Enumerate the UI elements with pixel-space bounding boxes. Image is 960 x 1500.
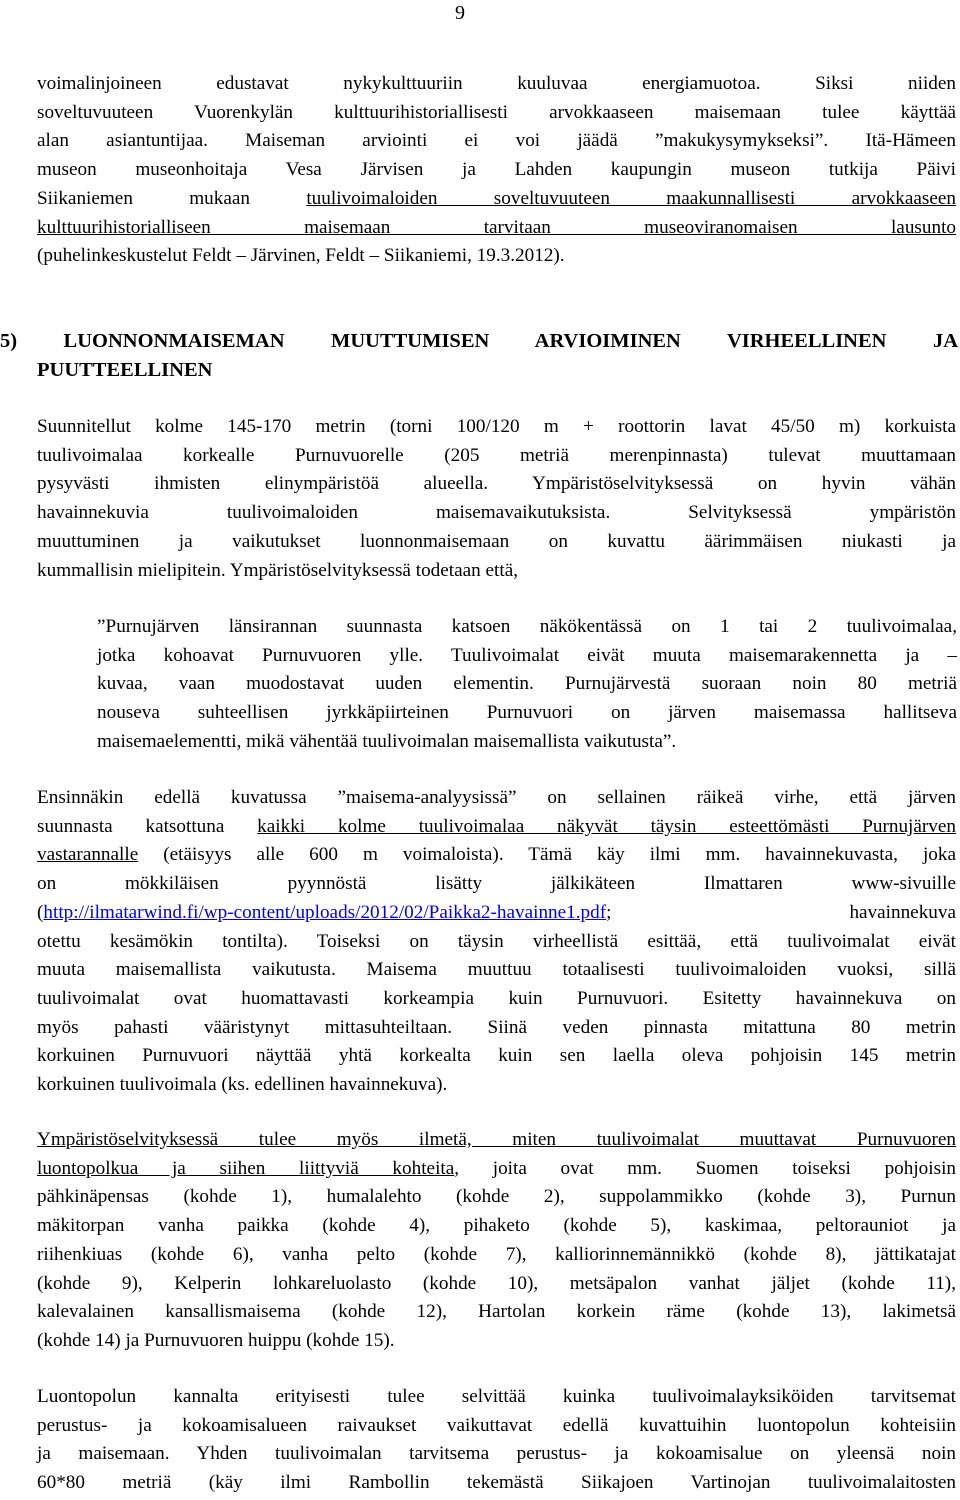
paragraph-1: [37, 70, 956, 271]
text-line: voimalinjoineen edustavat nykykulttuuriin kuuluvaa energiamuotoa. Siksi niiden: [37, 73, 956, 94]
underlined-text: tuulivoimaloiden soveltuvuuteen maakunnallisesti arvokkaaseen: [306, 187, 956, 209]
quote-line: nouseva suhteellisen jyrkkäpiirteinen Purnuvuori on järven maisemassa hallitseva: [97, 702, 957, 724]
text-line: (puhelinkeskustelut Feldt – Järvinen, Feldt – Siikaniemi, 19.3.2012).: [37, 245, 565, 267]
text-line: alan asiantuntijaa. Maiseman arviointi ei voi jäädä ”makukysymykseksi”. Itä-Hämeen: [37, 130, 956, 152]
text-line: 60*80 metriä (käy ilmi Rambollin tekemästä Siikajoen Vartinojan tuulivoimalaitosten: [37, 1472, 956, 1494]
text-line: myös pahasti vääristynyt mittasuhteiltaan. Siinä veden pinnasta mitattuna 80 metrin: [37, 1016, 956, 1038]
text-segment: Siikaniemen mukaan: [37, 187, 307, 209]
text-segment: (etäisyys alle 600 m voimaloista). Tämä käy ilmi mm. havainnekuvasta, joka: [138, 844, 956, 866]
text-line: [37, 1126, 956, 1155]
text-line: [37, 899, 956, 928]
underlined-text: kulttuurihistorialliseen maisemaan tarvitaan museoviranomaisen lausunto: [37, 216, 956, 238]
text-segment: (: [37, 901, 44, 923]
quote-line: kuvaa, vaan muodostavat uuden elementin. Purnujärvestä suoraan noin 80 metriä: [97, 673, 957, 695]
text-line: pähkinäpensas (kohde 1), humalalehto (kohde 2), suppolammikko (kohde 3), Purnun: [37, 1186, 956, 1208]
text-line: [37, 185, 956, 214]
text-line: museon museonhoitaja Vesa Järvisen ja Lahden kaupungin museon tutkija Päivi: [37, 159, 956, 181]
text-line: [37, 214, 956, 243]
text-line: korkuinen Purnuvuori näyttää yhtä korkealta kuin sen laella oleva pohjoisin 145 metrin: [37, 1045, 956, 1067]
underlined-text: kaikki kolme tuulivoimalaa näkyvät täysin esteettömästi Purnujärven: [257, 815, 956, 837]
quote-line: ”Purnujärven länsirannan suunnasta katsoen näkökentässä on 1 tai 2 tuulivoimalaa,: [97, 616, 957, 637]
havainnekuva-link[interactable]: http://ilmatarwind.fi/wp-content/uploads/2012/02/Paikka2-havainne1.pdf: [43, 901, 607, 923]
text-line: mäkitorpan vanha paikka (kohde 4), pihaketo (kohde 5), kaskimaa, peltorauniot ja: [37, 1215, 956, 1237]
text-line: riihenkiuas (kohde 6), vanha pelto (kohde 7), kalliorinnemännikkö (kohde 8), jättikatajat: [37, 1243, 956, 1265]
paragraph-4: [37, 1126, 956, 1356]
text-line: otettu kesämökin tontilta). Toiseksi on täysin virheellistä esittää, että tuulivoimalat eivät: [37, 930, 956, 952]
text-line: muuta maisemallista vaikutusta. Maisema muuttuu totaalisesti tuulivoimaloiden vuoksi, sillä: [37, 959, 956, 981]
text-line: tuulivoimalat ovat huomattavasti korkeampia kuin Purnuvuori. Esitetty havainnekuva on: [37, 987, 956, 1009]
text-line: (kohde 9), Kelperin lohkareluolasto (kohde 10), metsäpalon vanhat jäljet (kohde 11),: [37, 1272, 956, 1294]
text-line: [37, 1155, 956, 1184]
text-line: ja maisemaan. Yhden tuulivoimalan tarvitsema perustus- ja kokoamisalue on yleensä noin: [37, 1443, 956, 1465]
text-line: muuttuminen ja vaikutukset luonnonmaisemaan on kuvattu äärimmäisen niukasti ja: [37, 530, 956, 552]
text-line: Ensinnäkin edellä kuvatussa ”maisema-analyysissä” on sellainen räikeä virhe, että järven: [37, 787, 956, 808]
text-line: havainnekuvia tuulivoimaloiden maisemavaikutuksista. Selvityksessä ympäristön: [37, 502, 956, 524]
text-line: (kohde 14) ja Purnuvuoren huippu (kohde 15).: [37, 1329, 395, 1351]
paragraph-5: [37, 1383, 956, 1498]
underlined-text: luontopolkua ja siihen liittyviä kohteita: [37, 1157, 455, 1179]
quote-line: maisemaelementti, mikä vähentää tuulivoimalan maisemallista vaikutusta”.: [97, 730, 677, 752]
text-segment: ; havainnekuva: [606, 901, 956, 923]
underlined-text: vastarannalle: [37, 844, 139, 866]
block-quote: [97, 613, 957, 757]
paragraph-3: [37, 784, 956, 1100]
text-segment: suunnasta katsottuna: [37, 815, 258, 837]
section-heading: [0, 327, 958, 385]
quote-line: jotka kohoavat Purnuvuoren ylle. Tuulivoimalat eivät muuta maisemarakennetta ja –: [97, 644, 957, 666]
text-line: [37, 813, 956, 842]
paragraph-2: [37, 413, 956, 585]
text-line: tuulivoimalaa korkealle Purnuvuorelle (205 metriä merenpinnasta) tulevat muuttamaan: [37, 444, 956, 466]
text-line: Suunnitellut kolme 145-170 metrin (torni 100/120 m + roottorin lavat 45/50 m) korkuista: [37, 416, 956, 437]
heading-line: 5) LUONNONMAISEMAN MUUTTUMISEN ARVIOIMINEN VIRHEELLINEN JA: [0, 330, 958, 352]
heading-line: PUUTTEELLINEN: [37, 359, 213, 381]
text-line: [37, 841, 956, 870]
text-line: soveltuvuuteen Vuorenkylän kulttuurihistoriallisesti arvokkaaseen maisemaan tulee käyttää: [37, 101, 956, 123]
text-line: pysyvästi ihmisten elinympäristöä alueella. Ympäristöselvityksessä on hyvin vähän: [37, 473, 956, 495]
text-line: kalevalainen kansallismaisema (kohde 12), Hartolan korkein räme (kohde 13), lakimetsä: [37, 1301, 956, 1323]
text-line: kummallisin mielipitein. Ympäristöselvityksessä todetaan että,: [37, 559, 519, 581]
text-line: Luontopolun kannalta erityisesti tulee selvittää kuinka tuulivoimalayksiköiden tarvitsemat: [37, 1386, 956, 1407]
page-number: 9: [455, 2, 465, 24]
text-line: perustus- ja kokoamisalueen raivaukset vaikuttavat edellä kuvattuihin luontopolun kohteisiin: [37, 1414, 956, 1436]
text-segment: , joita ovat mm. Suomen toiseksi pohjoisin: [454, 1157, 956, 1179]
text-line: on mökkiläisen pyynnöstä lisätty jälkikäteen Ilmattaren www-sivuille: [37, 873, 956, 895]
underlined-text: Ympäristöselvityksessä tulee myös ilmetä, miten tuulivoimalat muuttavat Purnuvuoren: [37, 1129, 956, 1150]
text-line: korkuinen tuulivoimala (ks. edellinen havainnekuva).: [37, 1074, 448, 1096]
